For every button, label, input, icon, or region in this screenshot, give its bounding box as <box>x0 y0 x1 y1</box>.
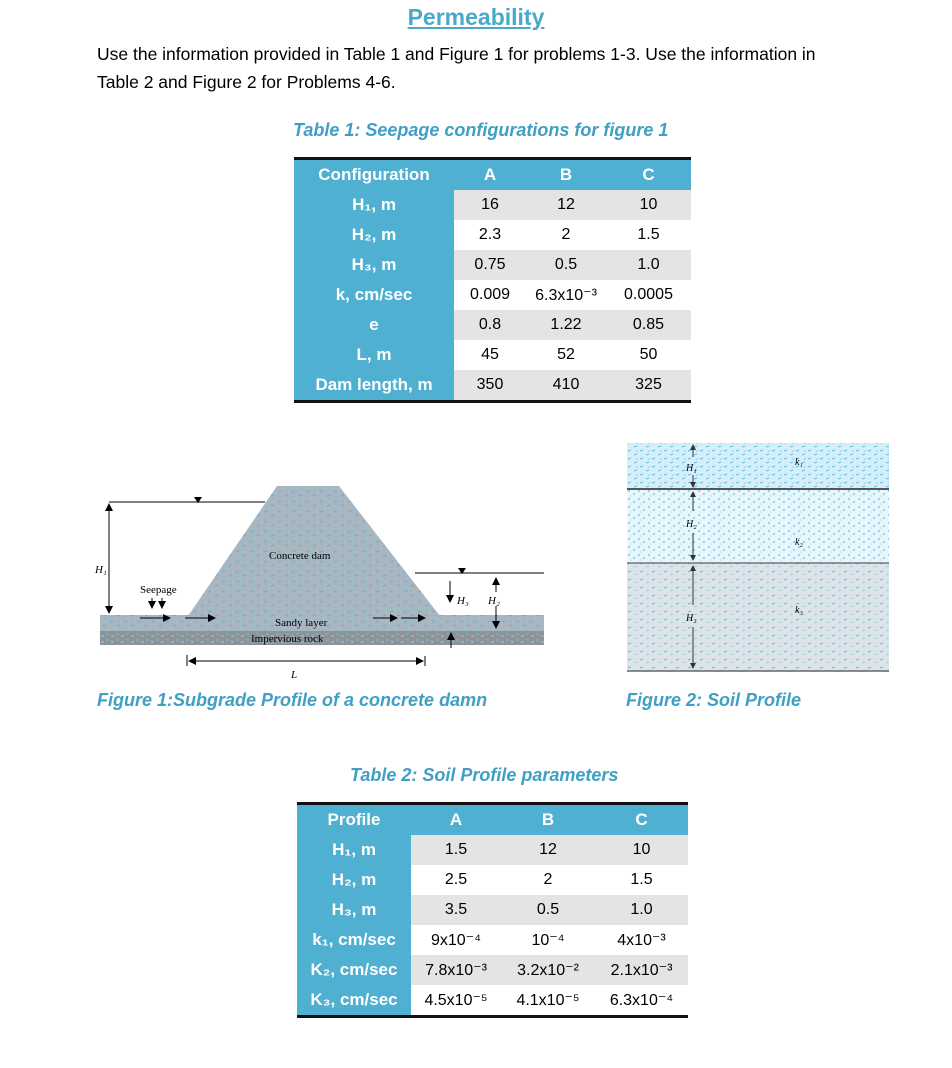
fig2-label-k2: k₂ <box>795 537 803 548</box>
table-row <box>294 190 691 220</box>
cell: 0.5 <box>501 895 595 925</box>
row-label: L, m <box>294 340 454 370</box>
fig2-label-h2: H₂ <box>686 519 697 530</box>
row-label: K₂, cm/sec <box>297 955 411 985</box>
fig1-label-l: L <box>291 669 298 681</box>
cell: 10⁻⁴ <box>531 932 565 949</box>
cell: 6.3x10⁻⁴ <box>595 985 688 1017</box>
cell: 410 <box>526 370 606 402</box>
table1-header-cell: Configuration <box>294 159 454 191</box>
table2-caption: Table 2: Soil Profile parameters <box>350 765 619 785</box>
cell: 0.75 <box>454 250 526 280</box>
table-row <box>294 310 691 340</box>
cell: 50 <box>639 346 658 363</box>
row-label: H₃, m <box>297 895 411 925</box>
cell: 2.5 <box>444 871 468 888</box>
cell: 52 <box>557 346 575 363</box>
cell: 2.1x10⁻³ <box>595 955 688 985</box>
cell: 16 <box>454 190 526 220</box>
table2-header-cell: B <box>501 804 595 836</box>
figure2-soil-profile <box>627 441 889 673</box>
cell: 4.1x10⁻⁵ <box>501 985 595 1017</box>
fig1-label-h2: H₂ <box>488 595 500 607</box>
soil-layer-3 <box>627 563 889 671</box>
row-label: H₁, m <box>297 835 411 865</box>
cell: 6.3x10⁻³ <box>535 287 597 304</box>
cell: 7.8x10⁻³ <box>411 955 501 985</box>
table2 <box>297 802 688 1018</box>
cell: 3.2x10⁻² <box>501 955 595 985</box>
figure2-caption: Figure 2: Soil Profile <box>626 690 802 710</box>
table2-header-cell: C <box>595 804 688 836</box>
fig2-label-k1: k₁ <box>795 457 803 468</box>
fig1-label-h3: H₃ <box>457 595 469 607</box>
cell: 1.5 <box>630 871 653 888</box>
page-title: Permeability <box>407 4 545 30</box>
fig2-label-k3: k₃ <box>795 605 803 616</box>
cell: 2 <box>561 226 571 243</box>
cell: 12 <box>526 190 606 220</box>
table2-header-cell: Profile <box>297 804 411 836</box>
cell: 4.5x10⁻⁵ <box>411 985 501 1017</box>
fig1-label-rock: Impervious rock <box>251 633 324 645</box>
row-label: H₃, m <box>294 250 454 280</box>
cell: 0.8 <box>454 310 526 340</box>
cell: 3.5 <box>411 895 501 925</box>
cell: 1.22 <box>526 310 606 340</box>
fig2-label-h1: H₁ <box>686 463 697 474</box>
table-row <box>297 865 688 895</box>
row-label: H₂, m <box>297 865 411 895</box>
cell: 9x10⁻⁴ <box>430 932 481 949</box>
row-label: e <box>294 310 454 340</box>
table-row <box>297 955 688 985</box>
table1-header-cell: B <box>526 159 606 191</box>
cell: 2.3 <box>478 226 502 243</box>
table1-header-cell: A <box>454 159 526 191</box>
table-row <box>294 250 691 280</box>
intro-text: Use the information provided in Table 1 and Figure 1 for problems 1-3. Use the information in Table 2 and Figure 2 for Problems 4-6. <box>97 44 816 92</box>
fig1-label-sandy: Sandy layer <box>275 617 328 629</box>
table1-caption: Table 1: Seepage configurations for figure 1 <box>293 120 669 140</box>
cell: 10 <box>606 190 691 220</box>
cell: 1.5 <box>637 226 660 243</box>
table-row <box>294 340 691 370</box>
table-row <box>294 370 691 402</box>
cell: 350 <box>454 370 526 402</box>
fig1-label-seepage: Seepage <box>140 584 177 596</box>
fig1-label-h1: H₁ <box>95 564 107 576</box>
cell: 10 <box>595 835 688 865</box>
row-label: k₁, cm/sec <box>297 925 411 955</box>
table1-header-row <box>294 159 691 191</box>
table-row <box>297 835 688 865</box>
table-row <box>297 925 688 955</box>
cell: 1.5 <box>411 835 501 865</box>
soil-layer-2 <box>627 489 889 563</box>
cell: 12 <box>501 835 595 865</box>
fig2-label-h3: H₃ <box>686 613 697 624</box>
table-row <box>294 280 691 310</box>
figure1-caption: Figure 1:Subgrade Profile of a concrete damn <box>97 690 488 710</box>
cell: 1.0 <box>606 250 691 280</box>
table2-header-row <box>297 804 688 836</box>
table-row <box>297 895 688 925</box>
cell: 4x10⁻³ <box>617 932 666 949</box>
cell: 325 <box>606 370 691 402</box>
fig1-label-dam: Concrete dam <box>269 550 331 562</box>
cell: 0.009 <box>469 286 511 303</box>
cell: 1.0 <box>595 895 688 925</box>
row-label: K₃, cm/sec <box>297 985 411 1017</box>
cell: 0.5 <box>526 250 606 280</box>
cell: 2 <box>543 871 553 888</box>
soil-layer-1 <box>627 443 889 489</box>
row-label: H₁, m <box>294 190 454 220</box>
cell: 45 <box>481 346 499 363</box>
cell: 0.0005 <box>624 286 673 303</box>
row-label: k, cm/sec <box>294 280 454 310</box>
cell: 0.85 <box>606 310 691 340</box>
row-label: H₂, m <box>294 220 454 250</box>
figure1-dam-diagram <box>95 470 550 685</box>
table1 <box>294 157 691 403</box>
table-row <box>294 220 691 250</box>
table-row <box>297 985 688 1017</box>
row-label: Dam length, m <box>294 370 454 402</box>
table1-header-cell: C <box>606 159 691 191</box>
table2-header-cell: A <box>411 804 501 836</box>
